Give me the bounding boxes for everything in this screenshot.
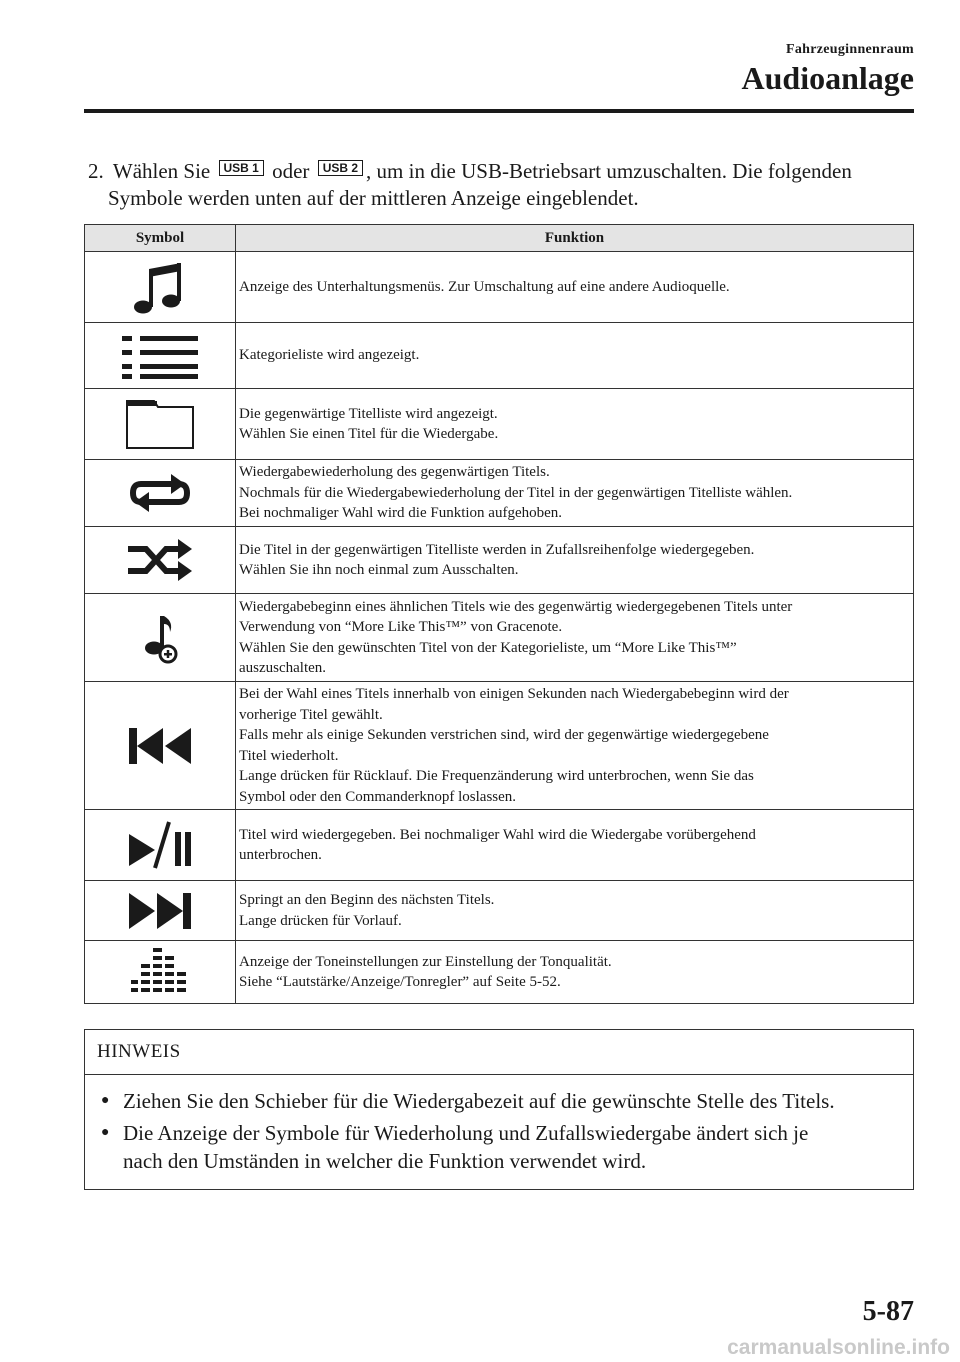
function-cell: Kategorieliste wird angezeigt. [236,323,914,389]
bullet-dot-icon: ● [101,1093,110,1108]
symbol-cell [85,941,236,1004]
symbol-cell [85,682,236,810]
section-title: Fahrzeuginnenraum [786,42,914,57]
bullet-dot-icon: ● [101,1125,110,1140]
symbol-cell [85,527,236,594]
table-row [85,682,914,810]
shuffle-icon [124,537,196,583]
header-function: Funktion [236,225,914,252]
function-cell: Die gegenwärtige Titelliste wird angezeigt. Wählen Sie einen Titel für die Wiedergabe. [236,389,914,460]
function-cell: Bei der Wahl eines Titels innerhalb von einigen Sekunden nach Wiedergabebeginn wird der vorherige Titel gewählt. Falls mehr als einige Sekunden verstrichen sind, wird der gegenwärtige wiedergegebene Titel wiederholt. Lange drücken für Rücklauf. Die Frequenzänderung wird unterbrochen, wenn Sie das Symbol oder den Commanderknopf loslassen. [236,682,914,810]
more-like-this-icon [140,612,180,664]
page-number: 5-87 [862,1296,914,1327]
function-cell: Die Titel in der gegenwärtigen Titelliste werden in Zufallsreihenfolge wiedergegeben. Wählen Sie ihn noch einmal zum Ausschalten. [236,527,914,594]
table-row [85,252,914,323]
step-number: 2. [88,159,104,183]
table-row [85,941,914,1004]
music-note-icon [133,259,187,315]
previous-track-icon [127,726,193,766]
repeat-icon [125,470,195,516]
play-pause-icon [125,820,195,870]
next-track-icon [127,891,193,931]
function-cell: Titel wird wiedergegeben. Bei nochmaliger Wahl wird die Wiedergabe vorübergehend unterbrochen. [236,810,914,881]
symbol-table [84,224,914,1004]
table-row [85,527,914,594]
function-cell: Anzeige des Unterhaltungsmenüs. Zur Umschaltung auf eine andere Audioquelle. [236,252,914,323]
note-bullet: ● Ziehen Sie den Schieber für die Wiedergabezeit auf die gewünschte Stelle des Titels. [97,1087,901,1115]
chapter-title: Audioanlage [741,60,914,96]
table-row [85,881,914,941]
step-text-after: , um in die USB-Betriebsart umzuschalten. Die folgenden [366,159,852,183]
symbol-cell [85,881,236,941]
function-cell: Springt an den Beginn des nächsten Titels. Lange drücken für Vorlauf. [236,881,914,941]
usb2-button: USB 2 [318,160,363,176]
usb1-button: USB 1 [219,160,264,176]
note-title: HINWEIS [85,1030,913,1075]
symbol-cell [85,810,236,881]
function-cell: Wiedergabebeginn eines ähnlichen Titels wie des gegenwärtig wiedergegebenen Titels unter Verwendung von “More Like This™” von Gracenote. Wählen Sie den gewünschten Titel von der Kategorieliste, um “More Like This™” auszuschalten. [236,594,914,682]
function-cell: Wiedergabewiederholung des gegenwärtigen Titels. Nochmals für die Wiedergabewiederholung der Titel in der gegenwärtigen Titelliste wählen. Bei nochmaliger Wahl wird die Funktion aufgehoben. [236,460,914,527]
equalizer-icon [131,946,189,998]
step-text-before: Wählen Sie [112,159,211,183]
table-row [85,594,914,682]
step-text-or: oder [272,159,310,183]
table-row [85,460,914,527]
page-header [742,42,914,96]
header-rule [84,109,914,113]
note-bullet: ● Die Anzeige der Symbole für Wiederholung und Zufallswiedergabe ändert sich je nach den Umständen in welcher die Funktion verwendet wird. [97,1119,901,1175]
table-row [85,389,914,460]
step-2 [88,158,918,212]
folder-icon [124,397,196,451]
step-line-2: Symbole werden unten auf der mittleren Anzeige eingeblendet. [108,186,639,210]
symbol-cell [85,252,236,323]
symbol-cell [85,594,236,682]
table-row [85,323,914,389]
note-body [85,1075,913,1189]
category-list-icon [120,332,200,380]
symbol-cell [85,389,236,460]
symbol-cell [85,323,236,389]
symbol-cell [85,460,236,527]
watermark: carmanualsonline.info [727,1336,950,1359]
note-box [84,1029,914,1190]
table-row [85,810,914,881]
header-symbol: Symbol [85,225,236,252]
function-cell: Anzeige der Toneinstellungen zur Einstellung der Tonqualität. Siehe “Lautstärke/Anzeige/Tonregler” auf Seite 5-52. [236,941,914,1004]
